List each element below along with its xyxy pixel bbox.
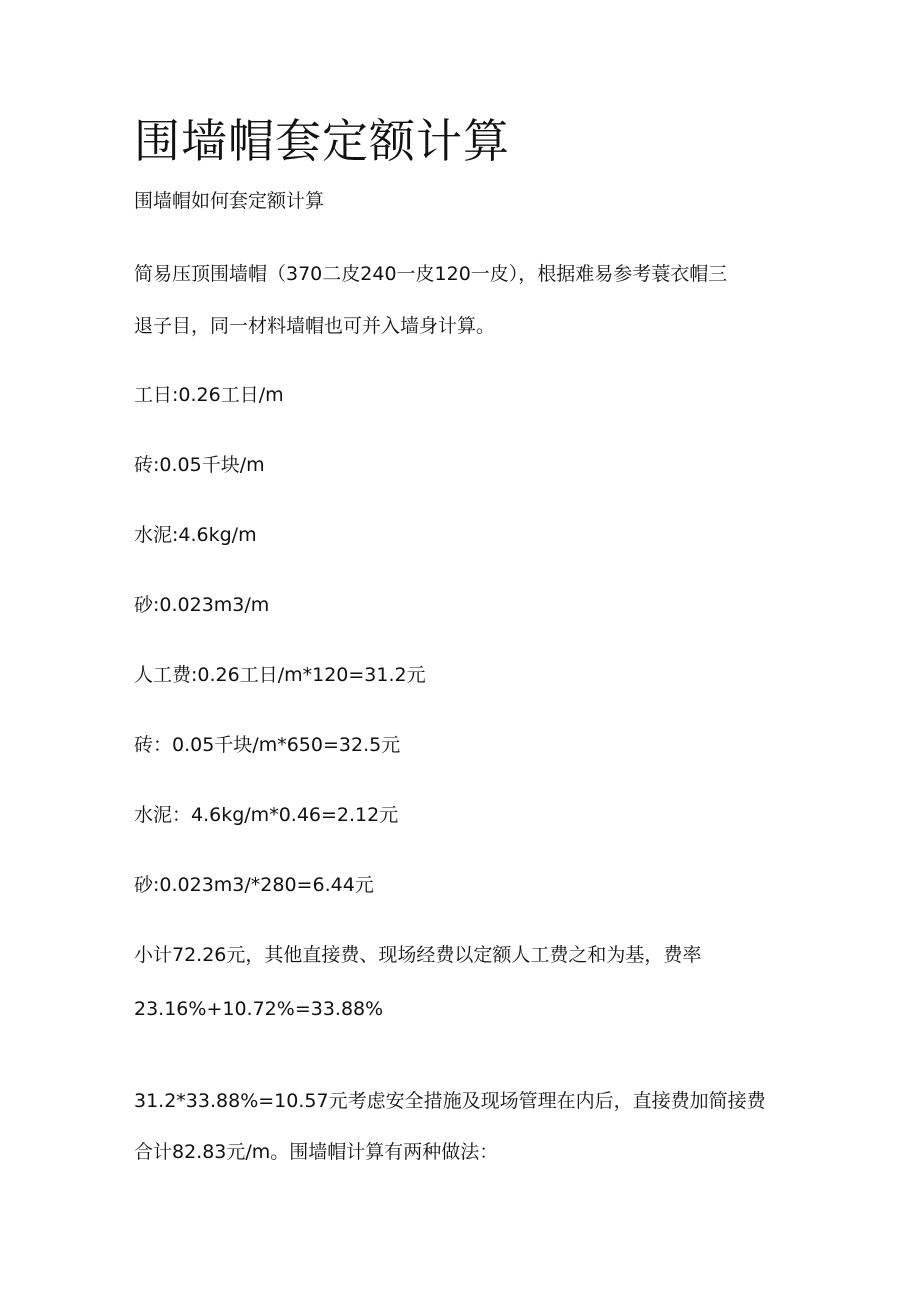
rate-line: 23.16%+10.72%=33.88% bbox=[134, 998, 384, 1020]
quota-labor-days: 工日:0.26工日/m bbox=[134, 384, 284, 406]
quota-sand: 砂:0.023m3/m bbox=[134, 594, 270, 616]
subtotal-line: 小计72.26元，其他直接费、现场经费以定额人工费之和为基，费率 bbox=[134, 944, 702, 966]
paragraph-line: 退子目，同一材料墙帽也可并入墙身计算。 bbox=[134, 315, 496, 337]
cost-sand: 砂:0.023m3/*280=6.44元 bbox=[134, 874, 374, 896]
total-line: 合计82.83元/m。围墙帽计算有两种做法： bbox=[134, 1141, 499, 1163]
quota-cement: 水泥:4.6kg/m bbox=[134, 524, 257, 546]
cost-cement: 水泥：4.6kg/m*0.46=2.12元 bbox=[134, 804, 399, 826]
cost-labor: 人工费:0.26工日/m*120=31.2元 bbox=[134, 664, 426, 686]
paragraph-line: 简易压顶围墙帽（370二皮240一皮120一皮），根据难易参考蓑衣帽三 bbox=[134, 263, 728, 285]
indirect-cost-line: 31.2*33.88%=10.57元考虑安全措施及现场管理在内后，直接费加简接费 bbox=[134, 1090, 766, 1112]
quota-brick: 砖:0.05千块/m bbox=[134, 454, 265, 476]
page-title: 围墙帽套定额计算 bbox=[134, 114, 510, 168]
subtitle: 围墙帽如何套定额计算 bbox=[134, 190, 325, 212]
cost-brick: 砖：0.05千块/m*650=32.5元 bbox=[134, 734, 401, 756]
